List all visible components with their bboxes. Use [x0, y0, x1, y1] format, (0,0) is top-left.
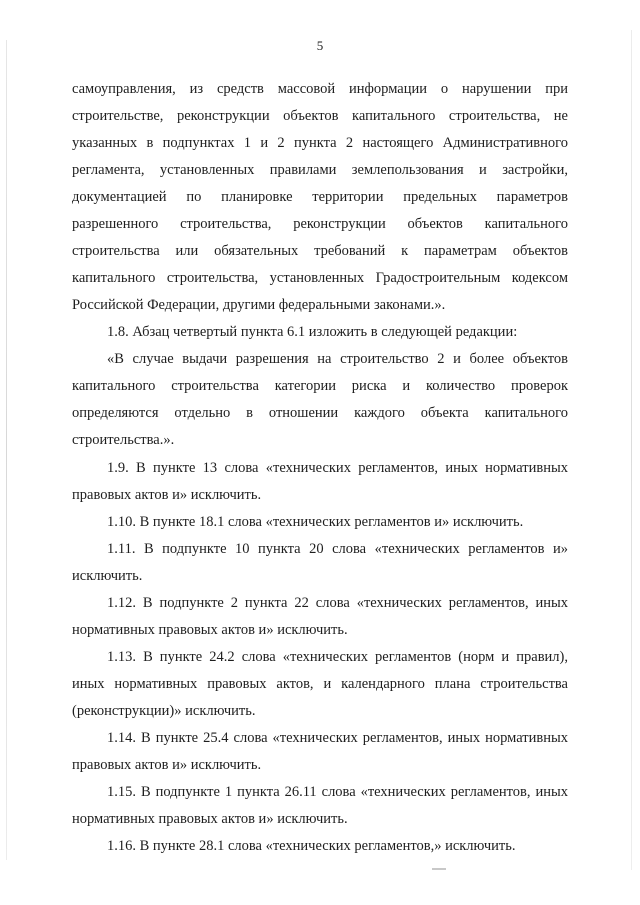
text-line: исключить. [72, 568, 143, 584]
text-line: документацией по планировке территории предельных параметров [72, 189, 568, 205]
text-line: указанных в подпунктах 1 и 2 пункта 2 настоящего Административного [72, 135, 568, 151]
text-line: нормативных правовых актов и» исключить. [72, 811, 348, 827]
paragraph-1-15: 1.15. В подпункте 1 пункта 26.11 слова «технических регламентов, иных [107, 784, 568, 800]
text-line: (реконструкции)» исключить. [72, 703, 256, 719]
text-line: строительства или обязательных требований к параметрам объектов [72, 243, 568, 259]
text-line: регламента, установленных правилами землепользования и застройки, [72, 162, 568, 178]
text-line: капитального строительства категории риска и количество проверок [72, 378, 568, 394]
text-line: иных нормативных правовых актов, и календарного плана строительства [72, 676, 568, 692]
paragraph-1-14: 1.14. В пункте 25.4 слова «технических регламентов, иных нормативных [107, 730, 568, 746]
text-line: разрешенного строительства, реконструкции объектов капитального [72, 216, 568, 232]
paragraph-1-11: 1.11. В подпункте 10 пункта 20 слова «технических регламентов и» [107, 541, 568, 557]
scan-edge-right [631, 30, 632, 870]
text-line: Российской Федерации, другими федеральными законами.». [72, 297, 446, 313]
paragraph-1-8: 1.8. Абзац четвертый пункта 6.1 изложить в следующей редакции: [107, 324, 518, 340]
paragraph-1-16: 1.16. В пункте 28.1 слова «технических регламентов,» исключить. [107, 838, 516, 854]
text-line: строительства.». [72, 432, 175, 448]
scan-edge-left [6, 40, 7, 860]
text-line: правовых актов и» исключить. [72, 487, 262, 503]
scan-speck [432, 868, 446, 870]
text-line: самоуправления, из средств массовой информации о нарушении при [72, 81, 568, 97]
text-line: строительстве, реконструкции объектов капитального строительства, не [72, 108, 568, 124]
text-line: определяются отдельно в отношении каждого объекта капитального [72, 405, 568, 421]
paragraph-1-9: 1.9. В пункте 13 слова «технических регламентов, иных нормативных [107, 460, 568, 476]
text-line: капитального строительства, установленных Градостроительным кодексом [72, 270, 568, 286]
paragraph-1-10: 1.10. В пункте 18.1 слова «технических регламентов и» исключить. [107, 514, 524, 530]
paragraph-1-12: 1.12. В подпункте 2 пункта 22 слова «технических регламентов, иных [107, 595, 568, 611]
text-line: правовых актов и» исключить. [72, 757, 262, 773]
text-line: нормативных правовых актов и» исключить. [72, 622, 348, 638]
paragraph-1-13: 1.13. В пункте 24.2 слова «технических регламентов (норм и правил), [107, 649, 568, 665]
page-number: 5 [316, 38, 324, 53]
text-line: «В случае выдачи разрешения на строительство 2 и более объектов [107, 351, 568, 367]
